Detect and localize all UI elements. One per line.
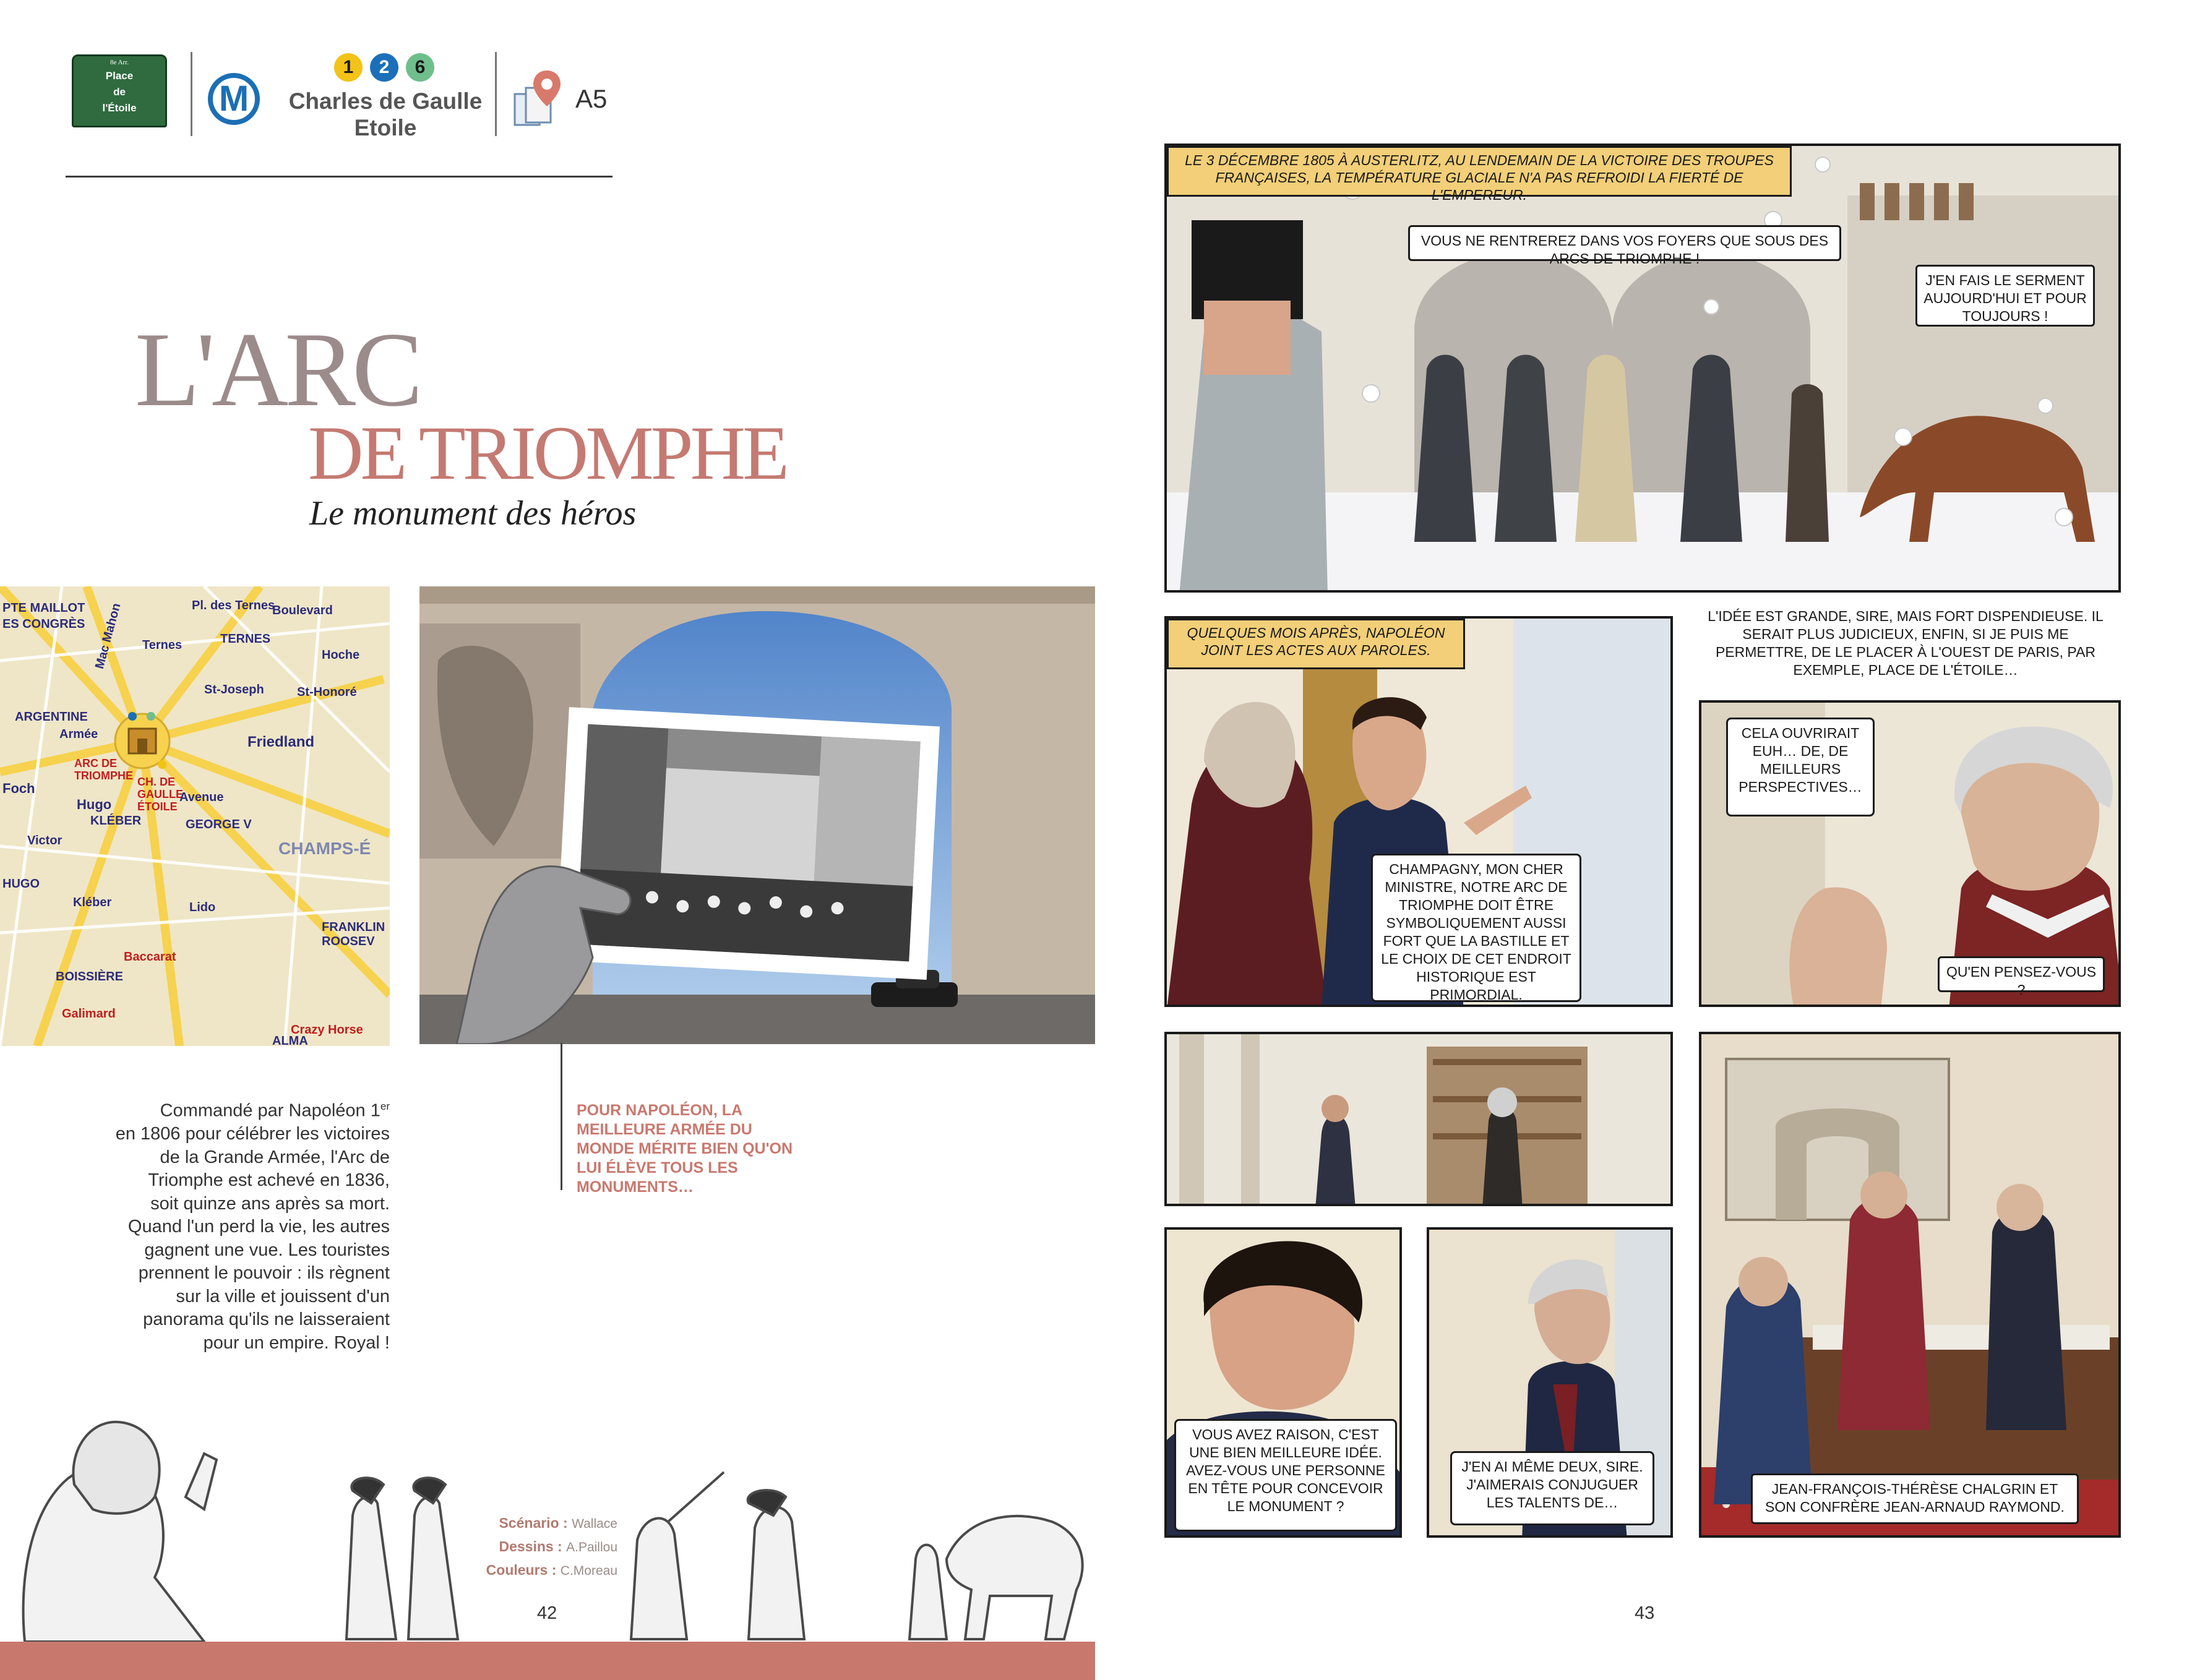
bottom-color-band: [0, 1642, 1095, 1680]
panel-5-bubble: VOUS AVEZ RAISON, C'EST UNE BIEN MEILLEURE IDÉE. AVEZ-VOUS UNE PERSONNE EN TÊTE POUR CONCEVOIR LE MONUMENT ?: [1174, 1419, 1397, 1532]
map-label: Friedland: [247, 734, 315, 750]
intro-line: pour un empire. Royal !: [203, 1332, 390, 1353]
comic-panel-6: [1427, 1227, 1673, 1538]
map-label: TERNES: [220, 632, 271, 646]
intro-paragraph: [87, 1095, 390, 1355]
street-sign-name-3: l'Étoile: [102, 102, 137, 114]
metro-logo-icon: M: [208, 73, 260, 125]
map-reference: A5: [575, 84, 608, 113]
panel-3-bubble-b: QU'EN PENSEZ-VOUS ?: [1938, 956, 2105, 992]
panel-1-bubble-b: J'EN FAIS LE SERMENT AUJOURD'HUI ET POUR TOUJOURS !: [1915, 265, 2095, 327]
credit-role: Dessins :: [499, 1538, 562, 1554]
map-label: ARC DE TRIOMPHE: [74, 757, 134, 782]
credit-name: Wallace: [572, 1517, 617, 1531]
sketch-figures-illustration: [0, 1355, 1095, 1642]
panel-3-bubble-a: CELA OUVRIRAIT EUH… DE, DE MEILLEURS PERSPECTIVES…: [1726, 718, 1875, 816]
map-label: FRANKLIN ROOSEV: [322, 920, 385, 948]
panel-7-caption-box: JEAN-FRANÇOIS-THÉRÈSE CHALGRIN ET SON CONFRÈRE JEAN-ARNAUD RAYMOND.: [1751, 1473, 2079, 1524]
intro-line: de la Grande Armée, l'Arc de: [160, 1147, 390, 1167]
station-line-1: Charles de Gaulle: [288, 88, 483, 114]
map-label: Boulevard: [272, 604, 333, 617]
map-label: PTE MAILLOT: [2, 601, 85, 615]
street-sign: [72, 54, 167, 127]
metro-line-1-badge: 1: [334, 53, 363, 82]
map-label: Baccarat: [124, 950, 176, 964]
comic-panel-7: [1699, 1032, 2121, 1538]
map-label: St-Joseph: [204, 683, 264, 696]
credit-colors: [458, 1559, 617, 1582]
map-label: ALMA: [272, 1034, 308, 1046]
intro-line: Commandé par Napoléon 1: [160, 1100, 380, 1121]
intro-line: Quand l'un perd la vie, les autres: [127, 1217, 390, 1237]
map-label: Hugo: [77, 797, 112, 812]
comic-panel-3: [1699, 700, 2121, 1007]
map-pin-icon: [512, 67, 565, 129]
header-divider: [495, 52, 497, 136]
panel-3-narration: L'IDÉE EST GRANDE, SIRE, MAIS FORT DISPENDIEUSE. IL SERAIT PLUS JUDICIEUX, ENFIN, SI JE PUIS ME PERMETTRE, DE LE PLACER À L'OUEST DE PARIS, PAR EXEMPLE, PLACE DE L'ÉTOILE…: [1708, 608, 2104, 678]
map-label: Foch: [2, 781, 35, 796]
map-label: St-Honoré: [297, 685, 357, 699]
map-label: Pl. des Ternes: [192, 599, 275, 612]
map-label: GEORGE V: [186, 818, 252, 831]
map-label: Avenue: [179, 791, 224, 804]
arc-photo: [419, 586, 1095, 1044]
map-label: BOISSIÈRE: [56, 970, 123, 984]
station-line-2: Etoile: [354, 115, 417, 140]
map-label: Ternes: [142, 638, 183, 652]
comic-panel-1: [1164, 144, 2121, 593]
header-rule: [66, 176, 612, 178]
credit-role: Scénario :: [499, 1515, 568, 1531]
intro-line: prennent le pouvoir : ils règnent: [138, 1263, 390, 1284]
credits: [458, 1512, 617, 1582]
intro-line: soit quinze ans après sa mort.: [150, 1193, 390, 1214]
map-label: Armée: [59, 727, 98, 741]
quote-rule: [561, 1043, 562, 1190]
panel-2-caption: QUELQUES MOIS APRÈS, NAPOLÉON JOINT LES ACTES AUX PAROLES.: [1167, 619, 1465, 669]
map-label: HUGO: [2, 877, 40, 891]
page-number-right: 43: [1635, 1603, 1655, 1623]
map-label: Victor: [27, 834, 62, 847]
map-label: CH. DE GAULLE ÉTOILE: [137, 776, 183, 813]
intro-line: panorama qu'ils ne laisseraient: [143, 1309, 390, 1330]
intro-line: en 1806 pour célébrer les victoires: [115, 1124, 390, 1144]
intro-superscript: er: [380, 1100, 390, 1112]
credit-scenario: [458, 1512, 617, 1535]
map-label: KLÉBER: [90, 814, 142, 828]
map-label: Kléber: [73, 896, 112, 909]
credit-name: C.Moreau: [560, 1564, 617, 1578]
page-title-line-1: L'ARC: [135, 311, 419, 429]
page-subtitle: Le monument des héros: [309, 494, 637, 533]
page-number-left: 42: [537, 1603, 557, 1623]
header-divider: [191, 52, 192, 136]
metro-line-6-badge: 6: [406, 53, 434, 82]
intro-line: sur la ville et jouissent d'un: [176, 1286, 390, 1306]
map-label: Lido: [189, 901, 216, 914]
comic-panel-4: [1164, 1032, 1673, 1206]
map-label: CHAMPS-É: [278, 839, 371, 858]
map-label: Galimard: [62, 1007, 116, 1021]
street-sign-name-2: de: [113, 86, 126, 98]
metro-line-2-badge: 2: [370, 53, 398, 82]
credit-name: A.Paillou: [566, 1540, 617, 1554]
map-label: Crazy Horse: [291, 1023, 363, 1037]
panel-1-bubble-a: VOUS NE RENTREREZ DANS VOS FOYERS QUE SOUS DES ARCS DE TRIOMPHE !: [1408, 225, 1841, 261]
map-label: Mac Mahon: [93, 601, 124, 671]
page-title-line-2: DE TRIOMPHE: [308, 411, 786, 495]
intro-line: Triomphe est achevé en 1836,: [148, 1170, 390, 1191]
street-sign-name-1: Place: [105, 70, 134, 82]
pull-quote: POUR NAPOLÉON, LA MEILLEURE ARMÉE DU MONDE MÉRITE BIEN QU'ON LUI ÉLÈVE TOUS LES MONUMENTS…: [577, 1102, 793, 1196]
panel-1-caption: LE 3 DÉCEMBRE 1805 À AUSTERLITZ, AU LENDEMAIN DE LA VICTOIRE DES TROUPES FRANÇAISES, LA TEMPÉRATURE GLACIALE N'A PAS REFROIDI LA FIERTÉ DE L'EMPEREUR.: [1167, 146, 1792, 197]
comic-panel-5: [1164, 1227, 1402, 1538]
panel-2-bubble: CHAMPAGNY, MON CHER MINISTRE, NOTRE ARC DE TRIOMPHE DOIT ÊTRE SYMBOLIQUEMENT AUSSI FORT QUE LA BASTILLE ET LE CHOIX DE CET ENDROIT HISTORIQUE EST PRIMORDIAL.: [1371, 854, 1581, 1002]
metro-station-name: [277, 88, 494, 141]
panel-1-art: [1167, 146, 2121, 593]
map-label: ES CONGRÈS: [2, 617, 85, 631]
street-sign-arrondissement: 8e Arr.: [110, 59, 129, 66]
panel-4-art: [1167, 1034, 1673, 1206]
credit-drawings: [458, 1535, 617, 1559]
city-map: [0, 586, 390, 1046]
map-label: ARGENTINE: [15, 710, 88, 724]
map-label: Hoche: [322, 648, 360, 662]
panel-6-bubble: J'EN AI MÊME DEUX, SIRE. J'AIMERAIS CONJUGUER LES TALENTS DE…: [1450, 1451, 1654, 1525]
arc-photo-illustration: [419, 586, 1095, 1044]
intro-line: gagnent une vue. Les touristes: [144, 1240, 390, 1260]
panel-7-art: [1701, 1034, 2121, 1538]
comic-panel-2: [1164, 616, 1673, 1007]
credit-role: Couleurs :: [486, 1562, 557, 1578]
